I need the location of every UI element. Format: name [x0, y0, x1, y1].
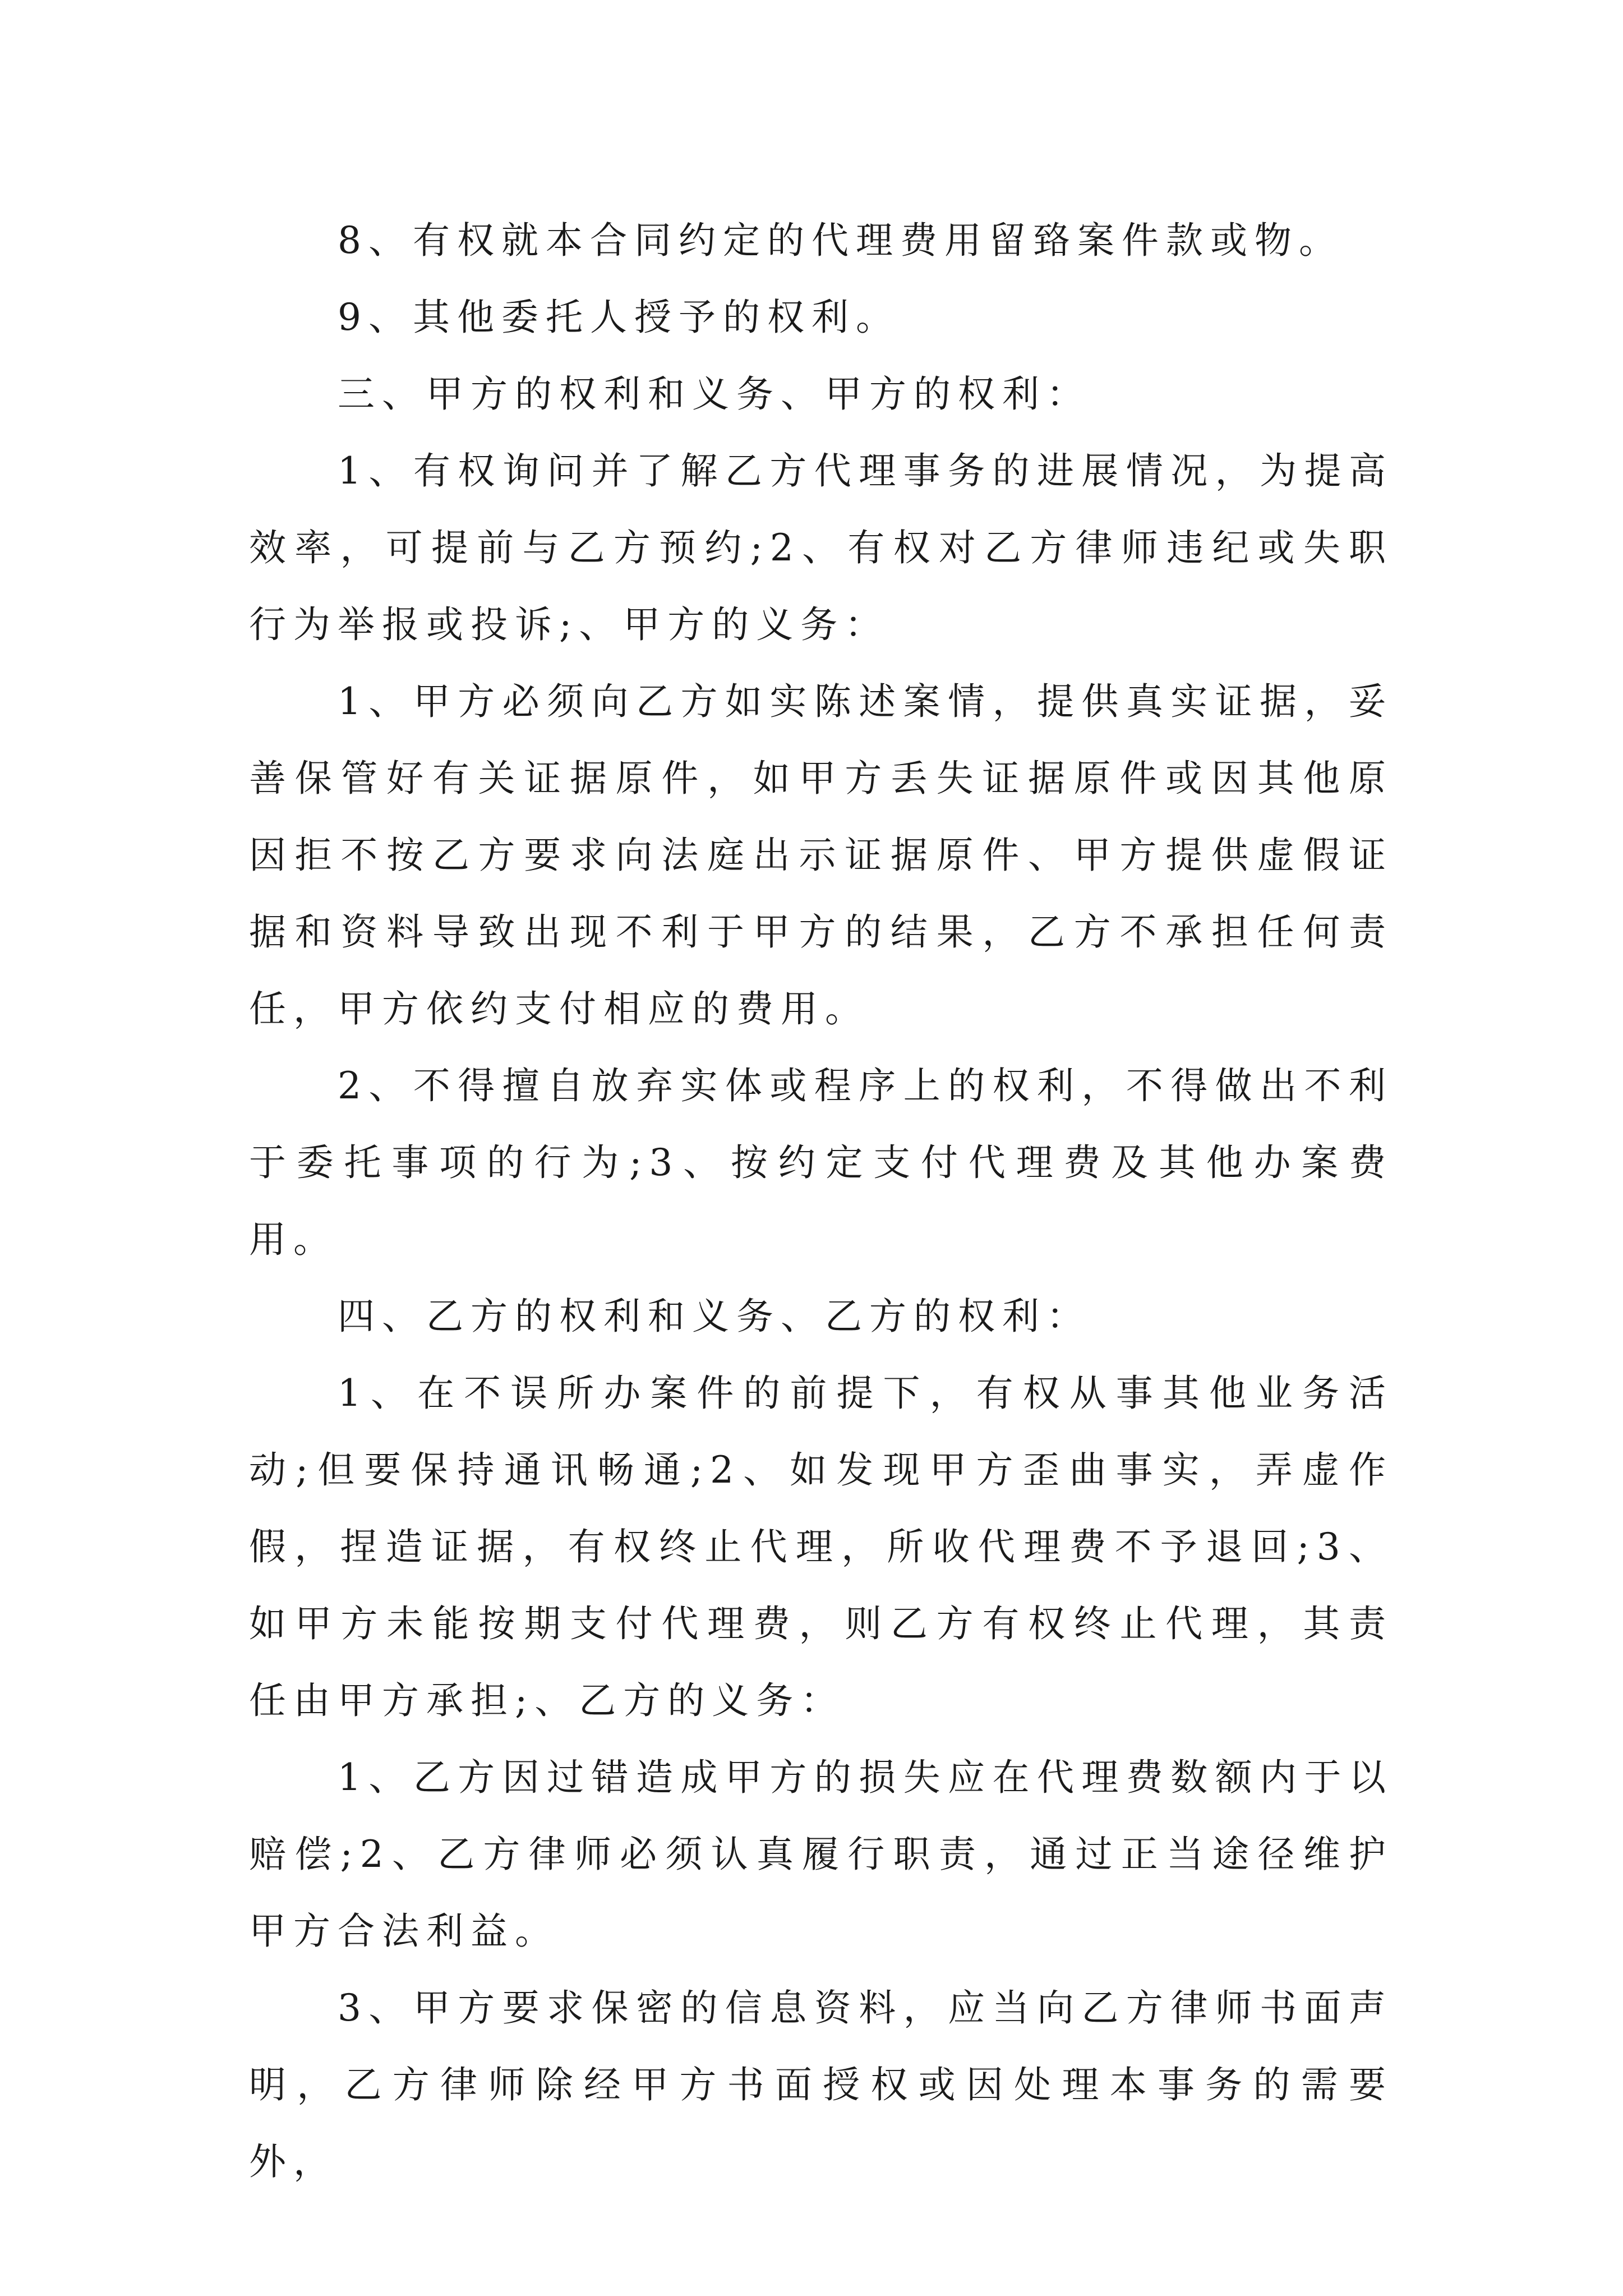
paragraph-party-a-duty-1: 1、甲方必须向乙方如实陈述案情，提供真实证据，妥善保管好有关证据原件，如甲方丢失证据原件或因其他原因拒不按乙方要求向法庭出示证据原件、甲方提供虚假证据和资料导致出现不利于甲方的结果，乙方不承担任何责任，甲方依约支付相应的费用。	[249, 680, 1393, 1030]
section-heading-party-a: 三、甲方的权利和义务、甲方的权利：	[338, 372, 1091, 416]
paragraph-clause-8: 8、有权就本合同约定的代理费用留臵案件款或物。	[338, 219, 1343, 262]
paragraph-party-b-duty-1: 1、乙方因过错造成甲方的损失应在代理费数额内于以赔偿;2、乙方律师必须认真履行职责，通过正当途径维护甲方合法利益。	[249, 1756, 1393, 1953]
paragraph-party-b-rights: 1、在不误所办案件的前提下，有权从事其他业务活动;但要保持通讯畅通;2、如发现甲方歪曲事实，弄虚作假，捏造证据，有权终止代理，所收代理费不予退回;3、如甲方未能按期支付代理费，则乙方有权终止代理，其责任由甲方承担;、乙方的义务：	[249, 1372, 1393, 1722]
document-body	[249, 202, 1393, 2200]
paragraph-party-a-rights: 1、有权询问并了解乙方代理事务的进展情况，为提高效率，可提前与乙方预约;2、有权对乙方律师违纪或失职行为举报或投诉;、甲方的义务：	[249, 449, 1393, 646]
paragraph-clause-9: 9、其他委托人授予的权利。	[338, 296, 900, 339]
paragraph-party-a-duty-2: 2、不得擅自放弃实体或程序上的权利，不得做出不利于委托事项的行为;3、按约定支付代理费及其他办案费用。	[249, 1064, 1393, 1261]
paragraph-party-b-duty-3: 3、甲方要求保密的信息资料，应当向乙方律师书面声明，乙方律师除经甲方书面授权或因处理本事务的需要外，	[249, 1986, 1393, 2183]
section-heading-party-b: 四、乙方的权利和义务、乙方的权利：	[338, 1295, 1091, 1338]
